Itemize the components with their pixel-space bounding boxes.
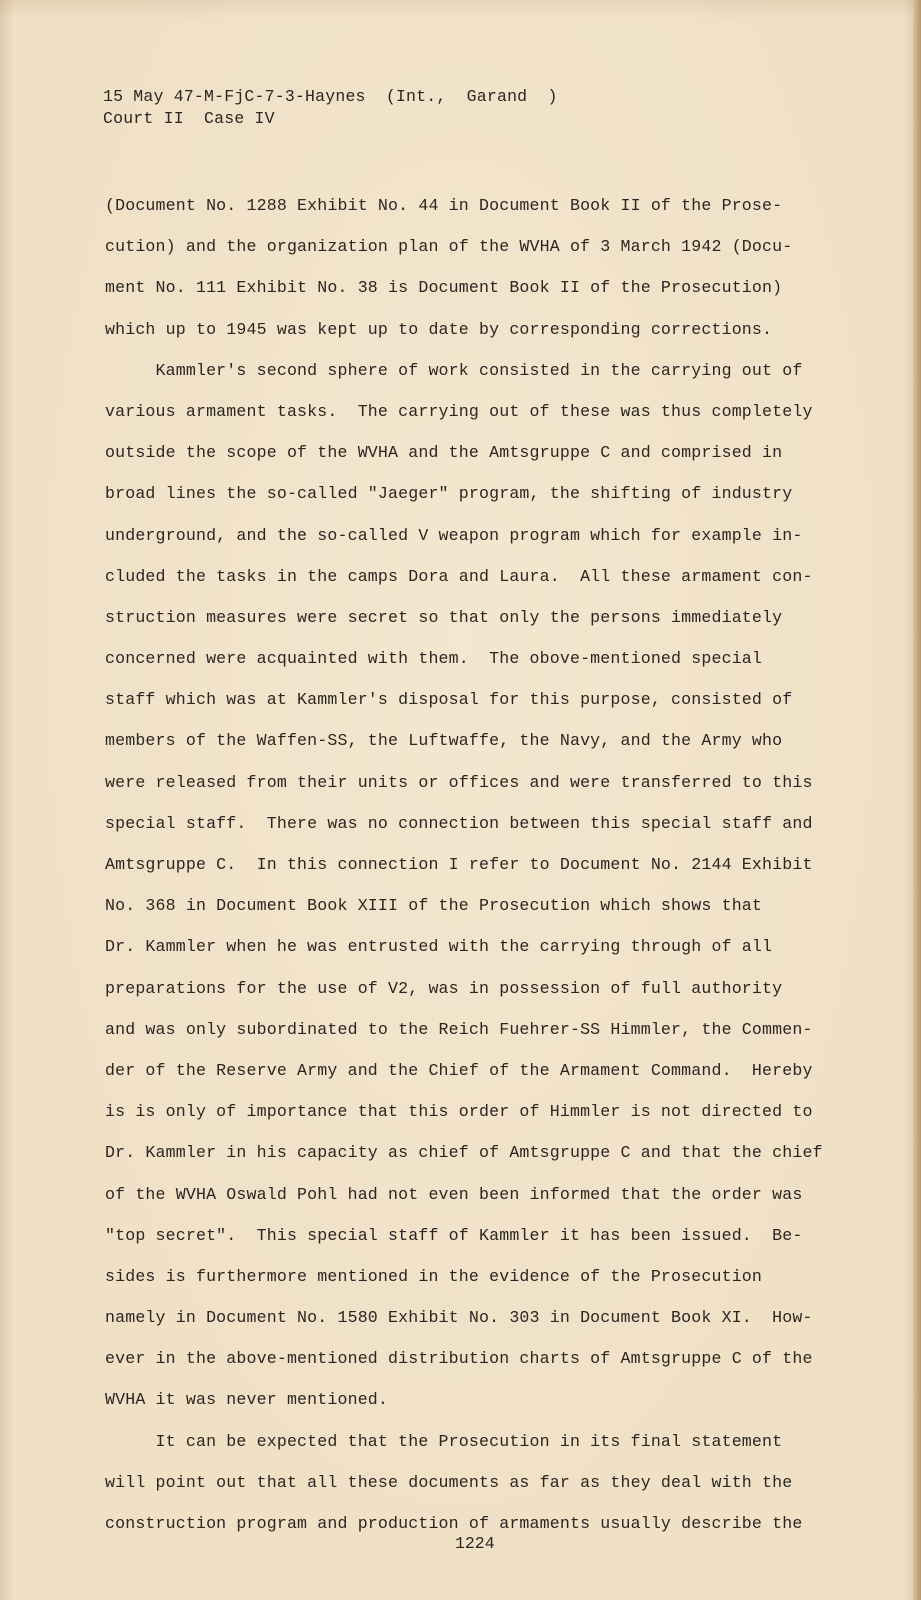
text-line: Dr. Kammler when he was entrusted with the carrying through of all (105, 937, 773, 957)
text-line: staff which was at Kammler's disposal for this purpose, consisted of (105, 690, 793, 710)
page-number: 1224 (455, 1534, 495, 1553)
text-line: ment No. 111 Exhibit No. 38 is Document Book II of the Prosecution) (105, 278, 783, 298)
text-line: Amtsgruppe C. In this connection I refer to Document No. 2144 Exhibit (105, 855, 813, 874)
text-line: ever in the above-mentioned distribution charts of Amtsgruppe C of the (105, 1349, 813, 1369)
paper-edge (913, 0, 921, 1600)
text-line: which up to 1945 was kept up to date by corresponding corrections. (105, 319, 773, 339)
text-line: will point out that all these documents as far as they deal with the (105, 1472, 793, 1492)
text-line: is is only of importance that this order of Himmler is not directed to (105, 1102, 813, 1122)
document-header (103, 86, 558, 130)
text-line: No. 368 in Document Book XIII of the Prosecution which shows that (105, 896, 763, 916)
text-line: special staff. There was no connection between this special staff and (105, 813, 813, 833)
text-line: (Document No. 1288 Exhibit No. 44 in Document Book II of the Prose- (105, 196, 783, 215)
header-line-2: Court II Case IV (103, 109, 275, 128)
text-line: of the WVHA Oswald Pohl had not even been informed that the order was (105, 1184, 803, 1204)
text-line: cution) and the organization plan of the WVHA of 3 March 1942 (Docu- (105, 237, 793, 257)
text-line: concerned were acquainted with them. The obove-mentioned special (105, 649, 763, 669)
text-line: WVHA it was never mentioned. (105, 1390, 389, 1410)
text-line: cluded the tasks in the camps Dora and Laura. All these armament con- (105, 566, 813, 586)
text-line: struction measures were secret so that only the persons immediately (105, 607, 783, 627)
text-line: broad lines the so-called "Jaeger" program, the shifting of industry (105, 484, 793, 504)
text-line: underground, and the so-called V weapon program which for example in- (105, 525, 803, 545)
text-line: It can be expected that the Prosecution in its final statement (105, 1431, 783, 1451)
text-line: Kammler's second sphere of work consisted in the carrying out of (105, 360, 803, 380)
text-line: namely in Document No. 1580 Exhibit No. 303 in Document Book XI. How- (105, 1308, 813, 1328)
text-line: were released from their units or offices and were transferred to this (105, 772, 813, 792)
text-line: "top secret". This special staff of Kammler it has been issued. Be- (105, 1225, 803, 1245)
text-line: der of the Reserve Army and the Chief of the Armament Command. Hereby (105, 1060, 813, 1080)
text-line: preparations for the use of V2, was in possession of full authority (105, 978, 783, 998)
text-line: members of the Waffen-SS, the Luftwaffe, the Navy, and the Army who (105, 731, 783, 751)
text-line: outside the scope of the WVHA and the Amtsgruppe C and comprised in (105, 443, 783, 463)
text-line: sides is furthermore mentioned in the evidence of the Prosecution (105, 1266, 763, 1286)
text-line: and was only subordinated to the Reich Fuehrer-SS Himmler, the Commen- (105, 1019, 813, 1039)
text-line: various armament tasks. The carrying out of these was thus completely (105, 401, 813, 421)
document-body (105, 185, 835, 1544)
text-line: construction program and production of armaments usually describe the (105, 1514, 803, 1533)
text-line: Dr. Kammler in his capacity as chief of Amtsgruppe C and that the chief (105, 1143, 823, 1163)
header-line-1: 15 May 47-M-FjC-7-3-Haynes (Int., Garand ) (103, 87, 558, 106)
